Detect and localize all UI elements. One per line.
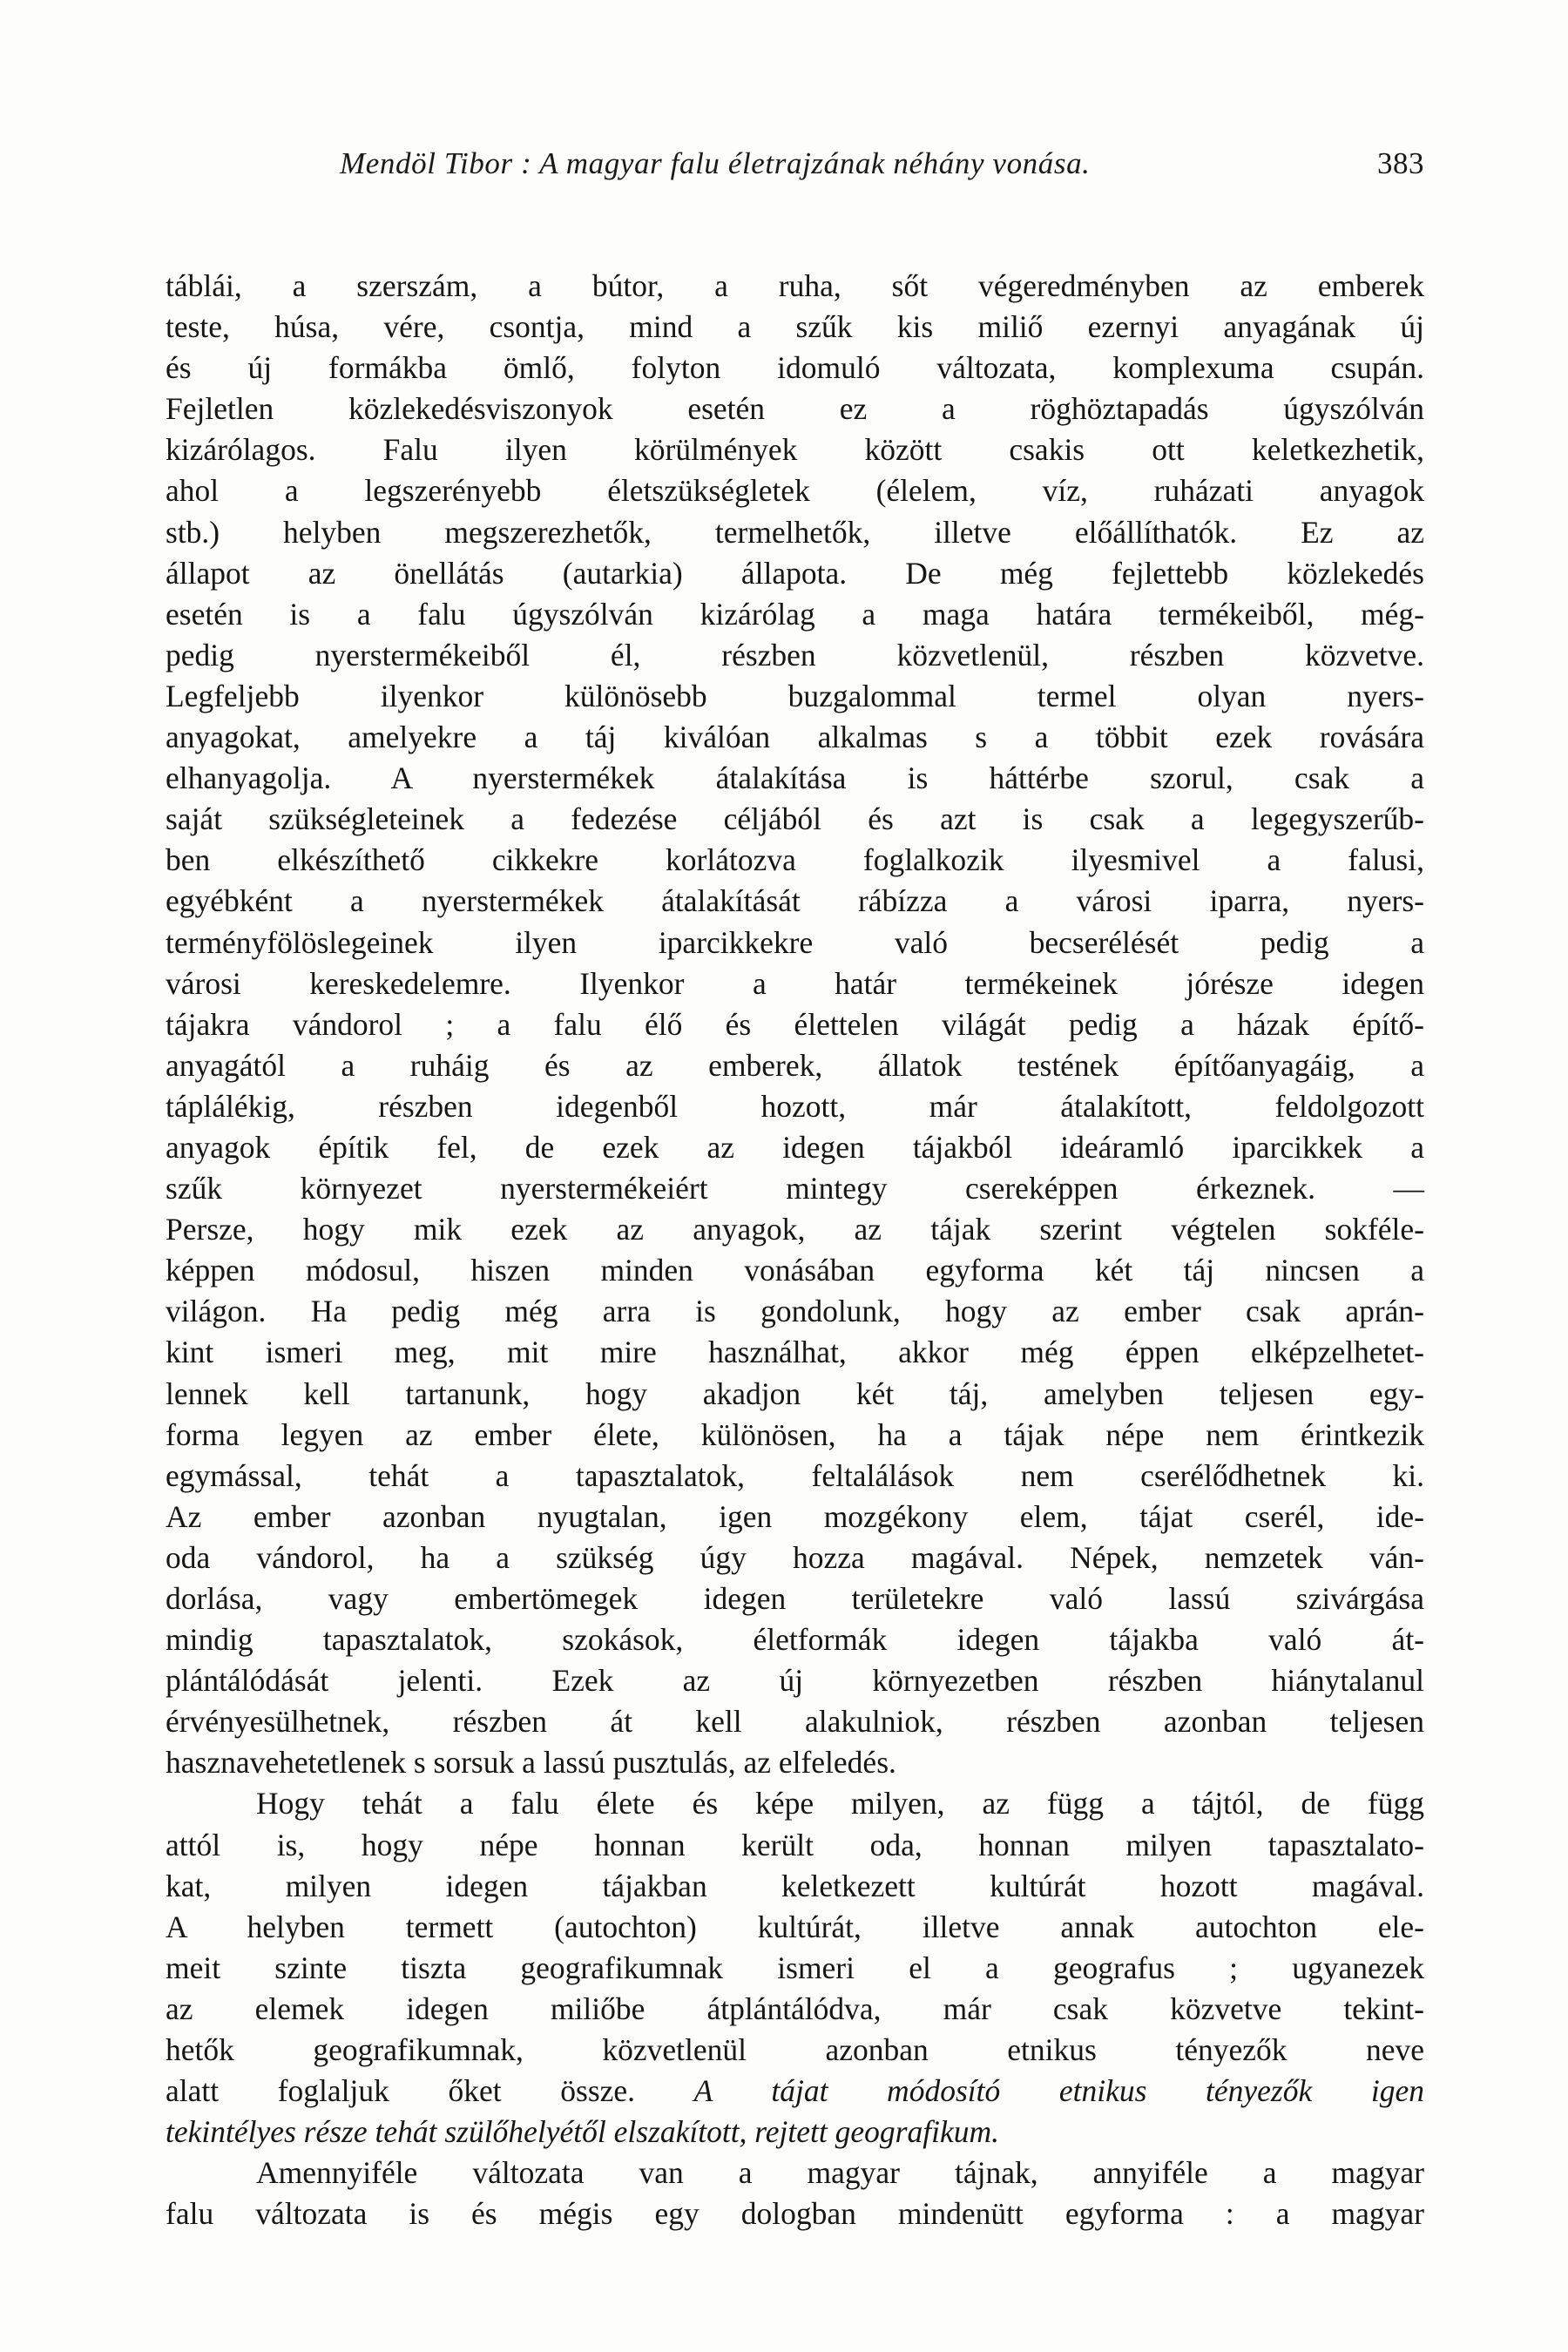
text-line: táblái, a szerszám, a bútor, a ruha, sőt végeredményben az emberek bbox=[166, 268, 1424, 303]
text-line: kizárólagos. Falu ilyen körülmények között csakis ott keletkezhetik, bbox=[166, 432, 1424, 468]
text-line: anyagok építik fel, de ezek az idegen tájakból ideáramló iparcikkek a bbox=[166, 1129, 1424, 1165]
text-line: kint ismeri meg, mit mire használhat, akkor még éppen elképzelhetet- bbox=[166, 1335, 1424, 1370]
text-line: hasznavehetetlenek s sorsuk a lassú pusztulás, az elfeledés. bbox=[166, 1745, 896, 1781]
text-line: ben elkészíthető cikkekre korlátozva foglalkozik ilyesmivel a falusi, bbox=[166, 842, 1424, 878]
running-title: Mendöl Tibor : A magyar falu életrajzának néhány vonása. bbox=[340, 146, 1091, 180]
text-line: táplálékig, részben idegenből hozott, már átalakított, feldolgozott bbox=[166, 1088, 1424, 1124]
text-line: anyagától a ruháig és az emberek, állatok testének építőanyagáig, a bbox=[166, 1047, 1424, 1083]
text-line: saját szükségleteinek a fedezése céljából és azt is csak a legegyszerűb- bbox=[166, 801, 1424, 837]
text-line: városi kereskedelemre. Ilyenkor a határ termékeinek jórésze idegen bbox=[166, 965, 1424, 1001]
text-line: Fejletlen közlekedésviszonyok esetén ez a röghöztapadás úgyszólván bbox=[166, 391, 1424, 427]
page-header bbox=[166, 146, 1424, 181]
text-line-roman: alatt foglaljuk őket össze. bbox=[166, 2073, 636, 2109]
text-line: teste, húsa, vére, csontja, mind a szűk kis miliő ezernyi anyagának új bbox=[166, 309, 1424, 345]
text-line: plántálódását jelenti. Ezek az új környezetben részben hiánytalanul bbox=[166, 1663, 1424, 1699]
text-line: terményfölöslegeinek ilyen iparcikkekre való becserélését pedig a bbox=[166, 924, 1424, 960]
text-line: egyébként a nyerstermékek átalakítását rábízza a városi iparra, nyers- bbox=[166, 883, 1424, 919]
text-line: hetők geografikumnak, közvetlenül azonban etnikus tényezők neve bbox=[166, 2032, 1424, 2068]
text-line: szűk környezet nyerstermékeiért mintegy csereképpen érkeznek. — bbox=[166, 1171, 1424, 1206]
text-line: állapot az önellátás (autarkia) állapota. De még fejlettebb közlekedés bbox=[166, 555, 1424, 591]
text-line: érvényesülhetnek, részben át kell alakulniok, részben azonban teljesen bbox=[166, 1704, 1424, 1740]
text-line: falu változata is és mégis egy dologban mindenütt egyforma : a magyar bbox=[166, 2196, 1424, 2232]
body-text bbox=[166, 266, 1424, 2235]
text-line: anyagokat, amelyekre a táj kiválóan alkalmas s a többit ezek rovására bbox=[166, 720, 1424, 755]
text-line: Az ember azonban nyugtalan, igen mozgékony elem, tájat cserél, ide- bbox=[166, 1498, 1424, 1534]
text-line: Persze, hogy mik ezek az anyagok, az tájak szerint végtelen sokféle- bbox=[166, 1212, 1424, 1247]
text-line: Legfeljebb ilyenkor különösebb buzgalommal termel olyan nyers- bbox=[166, 678, 1424, 713]
text-line: az elemek idegen miliőbe átplántálódva, már csak közvetve tekint- bbox=[166, 1990, 1424, 2026]
text-line: forma legyen az ember élete, különösen, ha a tájak népe nem érintkezik bbox=[166, 1416, 1424, 1452]
text-line: esetén is a falu úgyszólván kizárólag a maga határa termékeiből, még- bbox=[166, 596, 1424, 632]
text-line: dorlása, vagy embertömegek idegen területekre való lassú szivárgása bbox=[166, 1581, 1424, 1616]
text-line: Amennyiféle változata van a magyar tájnak, annyiféle a magyar bbox=[256, 2155, 1424, 2191]
page-number: 383 bbox=[1377, 146, 1424, 180]
text-line: egymással, tehát a tapasztalatok, feltalálások nem cserélődhetnek ki. bbox=[166, 1457, 1424, 1493]
text-line: lennek kell tartanunk, hogy akadjon két táj, amelyben teljesen egy- bbox=[166, 1375, 1424, 1411]
text-line: képpen módosul, hiszen minden vonásában egyforma két táj nincsen a bbox=[166, 1253, 1424, 1288]
text-line: pedig nyerstermékeiből él, részben közvetlenül, részben közvetve. bbox=[166, 637, 1424, 672]
text-line: elhanyagolja. A nyerstermékek átalakítása is háttérbe szorul, csak a bbox=[166, 760, 1424, 796]
emphasis-text: A tájat módosító etnikus tényezők igen bbox=[693, 2073, 1424, 2109]
text-line: mindig tapasztalatok, szokások, életformák idegen tájakba való át- bbox=[166, 1622, 1424, 1658]
text-line: és új formákba ömlő, folyton idomuló változata, komplexuma csupán. bbox=[166, 350, 1424, 386]
text-line: oda vándorol, ha a szükség úgy hozza magával. Népek, nemzetek ván- bbox=[166, 1539, 1424, 1575]
text-line: világon. Ha pedig még arra is gondolunk, hogy az ember csak aprán- bbox=[166, 1294, 1424, 1329]
text-line: Hogy tehát a falu élete és képe milyen, az függ a tájtól, de függ bbox=[256, 1786, 1424, 1821]
emphasis-text: tekintélyes része tehát szülőhelyétől elszakított, rejtett geografikum. bbox=[166, 2114, 999, 2150]
text-line: kat, milyen idegen tájakban keletkezett kultúrát hozott magával. bbox=[166, 1868, 1424, 1903]
text-line-mixed bbox=[166, 2071, 1424, 2112]
text-line: attól is, hogy népe honnan került oda, honnan milyen tapasztalato- bbox=[166, 1827, 1424, 1862]
text-line: A helyben termett (autochton) kultúrát, illetve annak autochton ele- bbox=[166, 1909, 1424, 1944]
text-line: meit szinte tiszta geografikumnak ismeri el a geografus ; ugyanezek bbox=[166, 1950, 1424, 1985]
text-line: tájakra vándorol ; a falu élő és élettelen világát pedig a házak építő- bbox=[166, 1006, 1424, 1042]
text-line: ahol a legszerényebb életszükségletek (élelem, víz, ruházati anyagok bbox=[166, 473, 1424, 509]
text-line: stb.) helyben megszerezhetők, termelhetők, illetve előállíthatók. Ez az bbox=[166, 514, 1424, 550]
